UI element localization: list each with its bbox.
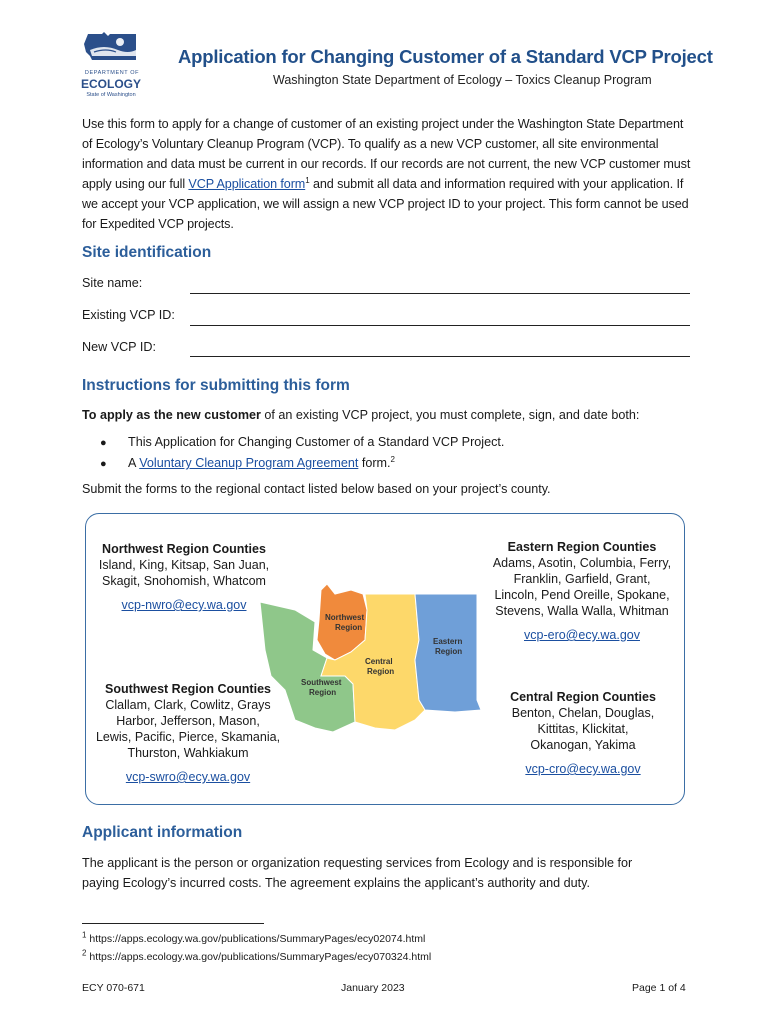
eastern-counties-4: Stevens, Walla Walla, Whitman [495, 604, 669, 618]
applicant-text-line-1: The applicant is the person or organization requesting services from Ecology and is responsible for [82, 856, 633, 870]
map-label-southwest-2: Region [309, 688, 337, 697]
existing-vcp-id-label: Existing VCP ID: [82, 308, 175, 322]
central-region-block [498, 689, 668, 777]
new-vcp-id-label: New VCP ID: [82, 340, 156, 354]
eastern-email-link[interactable]: vcp-ero@ecy.wa.gov [524, 628, 640, 642]
map-label-northwest-2: Region [335, 623, 363, 632]
ecology-logo [80, 30, 142, 104]
northwest-email-link[interactable]: vcp-nwro@ecy.wa.gov [121, 598, 247, 612]
washington-region-map [255, 580, 495, 750]
map-label-northwest-1: Northwest [325, 613, 365, 622]
bullet-icon: ● [100, 437, 107, 449]
map-label-central-2: Region [367, 667, 395, 676]
logo-line3: State of Washington [86, 92, 136, 98]
footnote-1-number: 1 [82, 930, 87, 940]
map-label-central-1: Central [365, 657, 393, 666]
central-counties-1: Benton, Chelan, Douglas, [511, 706, 655, 720]
bullet-1-text: This Application for Changing Customer of a Standard VCP Project. [128, 435, 505, 449]
intro-text-1: Use this form to apply for a change of customer of an existing project under the Washington State Department of Ecology’s Voluntary Cleanup Program (VCP). To qualify as a new VCP customer, all site environmental information and data must be current in our records. If our records are not current, the new VCP customer must apply using our full [82, 117, 691, 191]
applicant-text-line-2: paying Ecology’s incurred costs. The agreement explains the applicant’s authority and duty. [82, 876, 591, 890]
footnote-1-url[interactable]: https://apps.ecology.wa.gov/publications/SummaryPages/ecy02074.html [89, 933, 426, 945]
vcp-agreement-link[interactable]: Voluntary Cleanup Program Agreement [139, 456, 359, 470]
eastern-region-name: Eastern Region Counties [507, 540, 657, 554]
footnote-ref-1: 1 [305, 175, 310, 185]
southwest-email-link[interactable]: vcp-swro@ecy.wa.gov [125, 770, 251, 784]
bullet-item-2 [100, 456, 395, 470]
footnote-2-number: 2 [82, 948, 87, 958]
footnote-2 [82, 948, 432, 963]
instructions-heading: Instructions for submitting this form [82, 377, 350, 394]
bullet-2-post: form. [358, 456, 391, 470]
southwest-counties-1: Clallam, Clark, Cowlitz, Grays [105, 698, 271, 712]
map-label-eastern-1: Eastern [433, 637, 463, 646]
footnote-ref-2: 2 [390, 454, 395, 464]
logo-line2: ECOLOGY [80, 77, 141, 91]
submit-instructions: Submit the forms to the regional contact listed below based on your project’s county. [82, 482, 551, 496]
instructions-lead [82, 408, 639, 422]
bullet-item-1 [100, 435, 504, 449]
site-name-field[interactable] [190, 293, 690, 294]
new-vcp-id-field[interactable] [190, 356, 690, 357]
eastern-counties-2: Franklin, Garfield, Grant, [513, 572, 651, 586]
intro-text-2: and submit all data and information required with your application. If we accept your VCP application, we will assign a new VCP project ID to your project. This form cannot be used for Expedited VCP projects. [82, 177, 689, 231]
footer-date: January 2023 [341, 982, 405, 994]
intro-paragraph [82, 114, 694, 234]
central-email-link[interactable]: vcp-cro@ecy.wa.gov [525, 762, 641, 776]
map-label-eastern-2: Region [435, 647, 463, 656]
applicant-information-heading: Applicant information [82, 824, 243, 841]
footer-form-id: ECY 070-671 [82, 982, 145, 994]
eastern-counties-1: Adams, Asotin, Columbia, Ferry, [492, 556, 672, 570]
site-identification-heading: Site identification [82, 244, 212, 261]
instructions-lead-rest: of an existing VCP project, you must complete, sign, and date both: [260, 408, 640, 422]
northwest-region-name: Northwest Region Counties [102, 542, 266, 556]
bullet-2-pre: A [128, 456, 140, 470]
map-label-southwest-1: Southwest [301, 678, 342, 687]
logo-line1: DEPARTMENT OF [84, 70, 140, 76]
northwest-counties-1: Island, King, Kitsap, San Juan, [98, 558, 270, 572]
eastern-region-block [482, 539, 682, 643]
footnote-2-url[interactable]: https://apps.ecology.wa.gov/publications/SummaryPages/ecy070324.html [89, 951, 432, 963]
central-counties-2: Kittitas, Klickitat, [537, 722, 629, 736]
page-subtitle: Washington State Department of Ecology – Toxics Cleanup Program [273, 73, 652, 87]
northwest-counties-2: Skagit, Snohomish, Whatcom [102, 574, 266, 588]
southwest-counties-4: Thurston, Wahkiakum [127, 746, 249, 760]
eastern-counties-3: Lincoln, Pend Oreille, Spokane, [494, 588, 670, 602]
footnote-divider [82, 923, 264, 924]
southwest-region-name: Southwest Region Counties [105, 682, 271, 696]
bullet-icon: ● [100, 458, 107, 470]
instructions-lead-bold: To apply as the new customer [82, 408, 261, 422]
northwest-region-block [86, 541, 282, 613]
page-title: Application for Changing Customer of a Standard VCP Project [178, 46, 713, 67]
southwest-counties-3: Lewis, Pacific, Pierce, Skamania, [95, 730, 281, 744]
site-name-label: Site name: [82, 276, 143, 290]
southwest-counties-2: Harbor, Jefferson, Mason, [116, 714, 260, 728]
southwest-region-block [86, 681, 290, 785]
vcp-application-form-link[interactable]: VCP Application form [188, 177, 306, 191]
footer-page-number: Page 1 of 4 [632, 982, 686, 994]
existing-vcp-id-field[interactable] [190, 325, 690, 326]
central-region-name: Central Region Counties [510, 690, 656, 704]
footnote-1 [82, 930, 426, 945]
central-counties-3: Okanogan, Yakima [530, 738, 636, 752]
